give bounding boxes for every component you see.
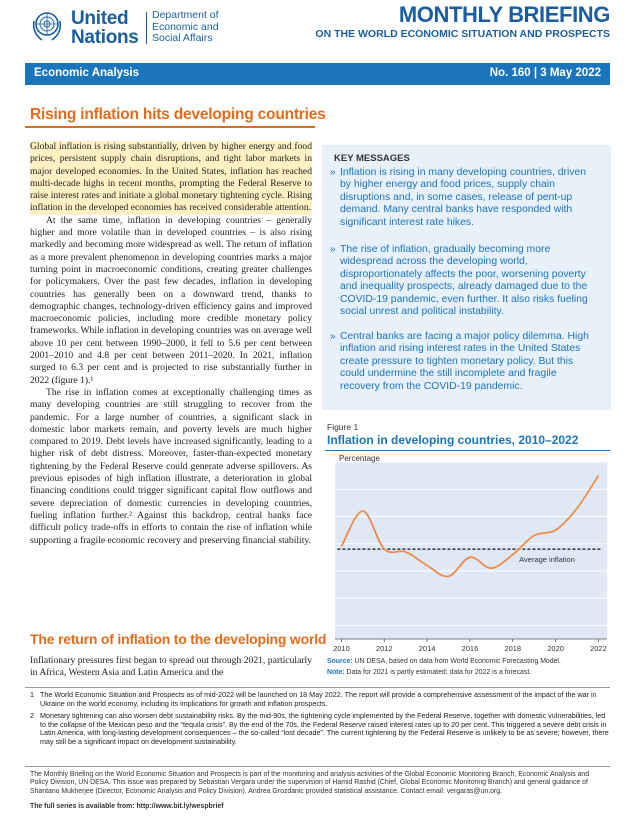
footnote-text: The World Economic Situation and Prospects as of mid-2022 will be launched on 18 May 2022. The report will provide a comprehensive assessment of the impact of the war in Ukraine on the world economy, including its implications for growth and inflation prospects.	[40, 690, 597, 708]
series-link[interactable]: The full series is available from: http://www.bit.ly/wespbrief	[30, 803, 224, 810]
plot-area	[335, 462, 607, 639]
chevron-bullet-icon: »	[330, 167, 336, 178]
key-message-text: Central banks are facing a major policy dilemma. High inflation and rising interest rates in the United States create pressure to tighten monetary policy. But this could undermine the still incomplete and fragile recovery from the COVID-19 pandemic.	[340, 331, 589, 392]
x-tick-label: 2020	[547, 644, 564, 653]
x-tick-label: 2012	[375, 644, 393, 653]
x-tick-label: 2014	[418, 644, 436, 653]
key-messages-title: KEY MESSAGES	[334, 153, 410, 164]
figure-rule	[325, 450, 610, 451]
key-message-item	[330, 331, 596, 393]
org-line-1: United	[71, 8, 129, 29]
paragraph-4: Inflationary pressures first began to spread out through 2021, particularly in Africa, Western Asia and Latin America and the	[30, 655, 312, 679]
key-message-item	[330, 244, 596, 318]
un-wordmark	[71, 9, 139, 47]
header-divider	[146, 12, 147, 44]
figure-note	[327, 669, 531, 676]
article-heading: Rising inflation hits developing countries	[30, 106, 326, 123]
paragraph-3: The rise in inflation comes at exceptionally challenging times as many developing countries are still struggling to recover from the pandemic. For a large number of countries, a significant slack in domestic labor markets remain, and poverty levels are much higher compared to 2019. Debt levels have increased significantly, leading to a higher risk of debt distress. Moreover, faster-than-expected monetary tightening by the Federal Reserve could generate adverse spillovers. As previous episodes of high inflation illustrate, a deterioration in global financing conditions could trigger significant capital flow outflows and severe depreciation of domestic currencies in developing countries, fueling inflation further.² Against this backdrop, central banks face difficult policy trade-offs in efforts to contain the rise of inflation while supporting a fragile economic recovery and preserving financial stability.	[30, 386, 312, 546]
figure-label: Figure 1	[327, 422, 359, 432]
key-message-text: The rise of inflation, gradually becoming more widespread across the developing world, disproportionately affects the poor, worsening poverty and inequality prospects, already damaged due to the COVID-19 pandemic, even further. It also risks fueling social unrest and political instability.	[340, 244, 588, 318]
key-message-text: Inflation is rising in many developing countries, driven by higher energy and food prices, supply chain disruptions and, in some cases, release of pent-up demand. Many central banks have responded with significant interest rate hikes.	[340, 167, 587, 228]
section-heading-2: The return of inflation to the developing world	[30, 631, 327, 647]
average-line-label: Average inflation	[519, 555, 575, 565]
heading-rule	[25, 126, 315, 128]
footnote	[30, 691, 610, 708]
footnote-rule	[25, 687, 610, 688]
org-line-2: Nations	[71, 27, 139, 48]
article-body	[30, 141, 312, 547]
department-name	[152, 10, 219, 45]
note-text: Data for 2021 is partly estimated; data for 2022 is a forecast.	[346, 669, 532, 676]
briefing-title: MONTHLY BRIEFING	[398, 2, 610, 27]
footnote	[30, 712, 610, 746]
paragraph-1: Global inflation is rising substantially, driven by higher energy and food prices, persistent supply chain disruptions, and tight labor markets in major developed economies. In the United States, inflation has reached multi-decade highs in recent months, prompting the Federal Reserve to raise interest rates and initiate a global monetary tightening cycle. Rising inflation in the developed economies has received considerable attention.	[30, 141, 312, 214]
footnote-text: Monetary tightening can also worsen debt sustainability risks. By the mid-90s, the tightening cycle implemented by the Federal Reserve, together with domestic vulnerabilities, led to the collapse of the Mexican peso and the “tequila crisis”. By the end of the 70s, the Federal Reserve raised interest rates up to 20 per cent. This triggered a severe debt crisis in Latin America, with long-lasting development consequences – the so-called “lost decade”. The current tightening by the Federal Reserve is unlikely to be as severe; however, there may still be a significant impact on development sustainability.	[40, 711, 609, 746]
dept-line-1: Department of	[152, 9, 219, 21]
x-tick-label: 2018	[504, 644, 522, 653]
paragraph-2: At the same time, inflation in developing countries – generally higher and more volatile than in developed countries – is also rising markedly and becoming more widespread as well. The return of inflation as a more prevalent phenomenon in developing countries marks a major turning point in macroeconomic conditions, creating greater challenges for policymakers. Over the past few decades, inflation in developing countries has generally been on a downward trend, thanks to demographic changes, technology-driven efficiency gains and improved macroeconomic policies, including more credible monetary policy frameworks. While inflation in developing countries was on average well above 10 per cent between 1990–2000, it fell to 5.6 per cent between 2001–2010 and 4.8 per cent between 2011–2020. In 2021, inflation surged to 6.3 per cent and is projected to rise substantially further in 2022 (figure 1).¹	[30, 214, 312, 386]
y-axis-label: Percentage	[339, 454, 380, 463]
source-label: Source:	[327, 658, 353, 665]
bottom-rule	[25, 766, 610, 767]
article-body-2	[30, 655, 312, 680]
credits-text: The Monthly Briefing on the World Economic Situation and Prospects is part of the monitoring and analysis activities of the Global Economic Monitoring Branch, Economic Analysis and Policy Division, UN DESA. This issue was prepared by Sebastian Vergara under the supervision of Hamid Rashid (Chief, Global Economic Monitoring Branch) and general guidance of Shantanu Mukherjee (Director, Economic Analysis and Policy Division). Andrea Grozdanic provided statistical assistance. Contact email: vergaras@un.org.	[30, 771, 590, 795]
dept-line-3: Social Affairs	[152, 32, 213, 44]
footnote-number: 2	[30, 711, 34, 720]
chevron-bullet-icon: »	[330, 244, 336, 255]
issue-number: No. 160 | 3 May 2022	[489, 67, 601, 79]
briefing-subtitle: ON THE WORLD ECONOMIC SITUATION AND PROSPECTS	[315, 28, 610, 40]
x-tick-label: 2016	[461, 644, 479, 653]
inflation-chart	[325, 452, 610, 657]
figure-title: Inflation in developing countries, 2010–2022	[327, 433, 579, 447]
x-tick-label: 2010	[333, 644, 350, 653]
source-text: UN DESA, based on data from World Economic Forecasting Model.	[354, 658, 561, 665]
figure-source	[327, 658, 561, 665]
key-message-item	[330, 167, 596, 229]
x-tick-label: 2022	[590, 644, 607, 653]
un-emblem-icon	[30, 9, 64, 43]
dept-line-2: Economic and	[152, 20, 219, 33]
section-label: Economic Analysis	[34, 67, 140, 79]
footnote-number: 1	[30, 690, 34, 699]
note-label: Note:	[327, 669, 345, 676]
chevron-bullet-icon: »	[330, 331, 336, 342]
